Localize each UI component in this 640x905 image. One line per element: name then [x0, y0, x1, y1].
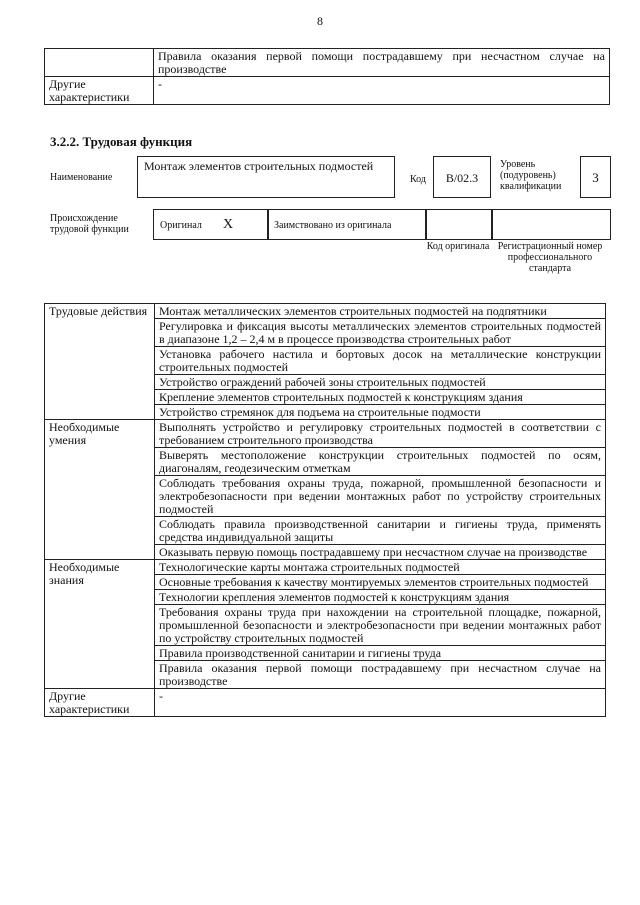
- code-value: B/02.3: [445, 171, 479, 185]
- group-item: Правила производственной санитарии и гигиены труда: [155, 646, 606, 661]
- empty-label-cell: [45, 49, 154, 77]
- group-item: Устройство ограждений рабочей зоны строительных подмостей: [155, 375, 606, 390]
- level-value: 3: [592, 170, 599, 185]
- group-item: Правила оказания первой помощи пострадавшему при несчастном случае на производстве: [155, 661, 606, 689]
- group-item: Основные требования к качеству монтируемых элементов строительных подмостей: [155, 575, 606, 590]
- code-box: [433, 156, 491, 198]
- labor-function-body: [45, 304, 606, 717]
- code-original-label: Код оригинала: [426, 241, 490, 252]
- original-label: Оригинал: [160, 220, 202, 231]
- group-item: Технологии крепления элементов подмостей к конструкциям здания: [155, 590, 606, 605]
- section-title: 3.2.2. Трудовая функция: [50, 134, 193, 149]
- group-label: Другие характеристики: [45, 689, 155, 717]
- table-row: [45, 77, 610, 105]
- group-item: Монтаж металлических элементов строительных подмостей на подпятники: [155, 304, 606, 319]
- origin-label: Происхождение трудовой функции: [50, 213, 129, 235]
- table-row: [45, 49, 610, 77]
- group-item: Установка рабочего настила и бортовых досок на металлические конструкции строительных подмостей: [155, 347, 606, 375]
- level-box: [580, 156, 611, 198]
- borrowed-box: [267, 209, 427, 240]
- group-item: -: [155, 689, 606, 717]
- code-label: Код: [410, 174, 426, 185]
- code-original-box: [425, 209, 493, 240]
- group-item: Соблюдать правила производственной санитарии и гигиены труда, применять средства индивидуальной защиты: [155, 517, 606, 545]
- name-box: [137, 156, 395, 198]
- table-row: [45, 689, 606, 717]
- group-item: Устройство стремянок для подъема на строительные подмости: [155, 405, 606, 420]
- group-item: Соблюдать требования охраны труда, пожарной, промышленной безопасности и электробезопасности при ведении монтажных работ по устройству строительных подмостей: [155, 476, 606, 517]
- group-label: Трудовые действия: [45, 304, 155, 420]
- table-row: [45, 420, 606, 448]
- group-item: Выверять местоположение конструкции строительных подмостей по осям, диагоналям, геодезическим отметкам: [155, 448, 606, 476]
- group-item: Оказывать первую помощь пострадавшему при несчастном случае на производстве: [155, 545, 606, 560]
- table-row: [45, 304, 606, 319]
- continuation-text: Правила оказания первой помощи пострадавшему при несчастном случае на производстве: [154, 49, 610, 77]
- group-item: Регулировка и фиксация высоты металлических элементов строительных подмостей в диапазоне 1,2 – 2,4 м в процессе производства строительных работ: [155, 319, 606, 347]
- page-number: 8: [317, 14, 323, 28]
- name-value: Монтаж элементов строительных подмостей: [144, 159, 374, 173]
- original-mark: X: [223, 217, 234, 232]
- reg-number-label: Регистрационный номер профессионального стандарта: [497, 241, 603, 274]
- level-label: Уровень (подуровень) квалификации: [500, 159, 562, 192]
- labor-function-table: [44, 303, 606, 717]
- other-characteristics-label: Другие характеристики: [45, 77, 154, 105]
- name-label: Наименование: [50, 172, 113, 183]
- other-characteristics-value: -: [154, 77, 610, 105]
- group-label: Необходимые знания: [45, 560, 155, 689]
- group-label: Необходимые умения: [45, 420, 155, 560]
- table-row: [45, 560, 606, 575]
- borrowed-label: Заимствовано из оригинала: [274, 220, 392, 231]
- reg-number-box: [491, 209, 611, 240]
- group-item: Крепление элементов строительных подмостей к конструкциям здания: [155, 390, 606, 405]
- continuation-table: [44, 48, 610, 105]
- group-item: Выполнять устройство и регулировку строительных подмостей в соответствии с требованием строительного производства: [155, 420, 606, 448]
- group-item: Технологические карты монтажа строительных подмостей: [155, 560, 606, 575]
- original-box: [153, 209, 269, 240]
- group-item: Требования охраны труда при нахождении на строительной площадке, пожарной, промышленной безопасности и электробезопасности при ведении монтажных работ по устройству строительных подмостей: [155, 605, 606, 646]
